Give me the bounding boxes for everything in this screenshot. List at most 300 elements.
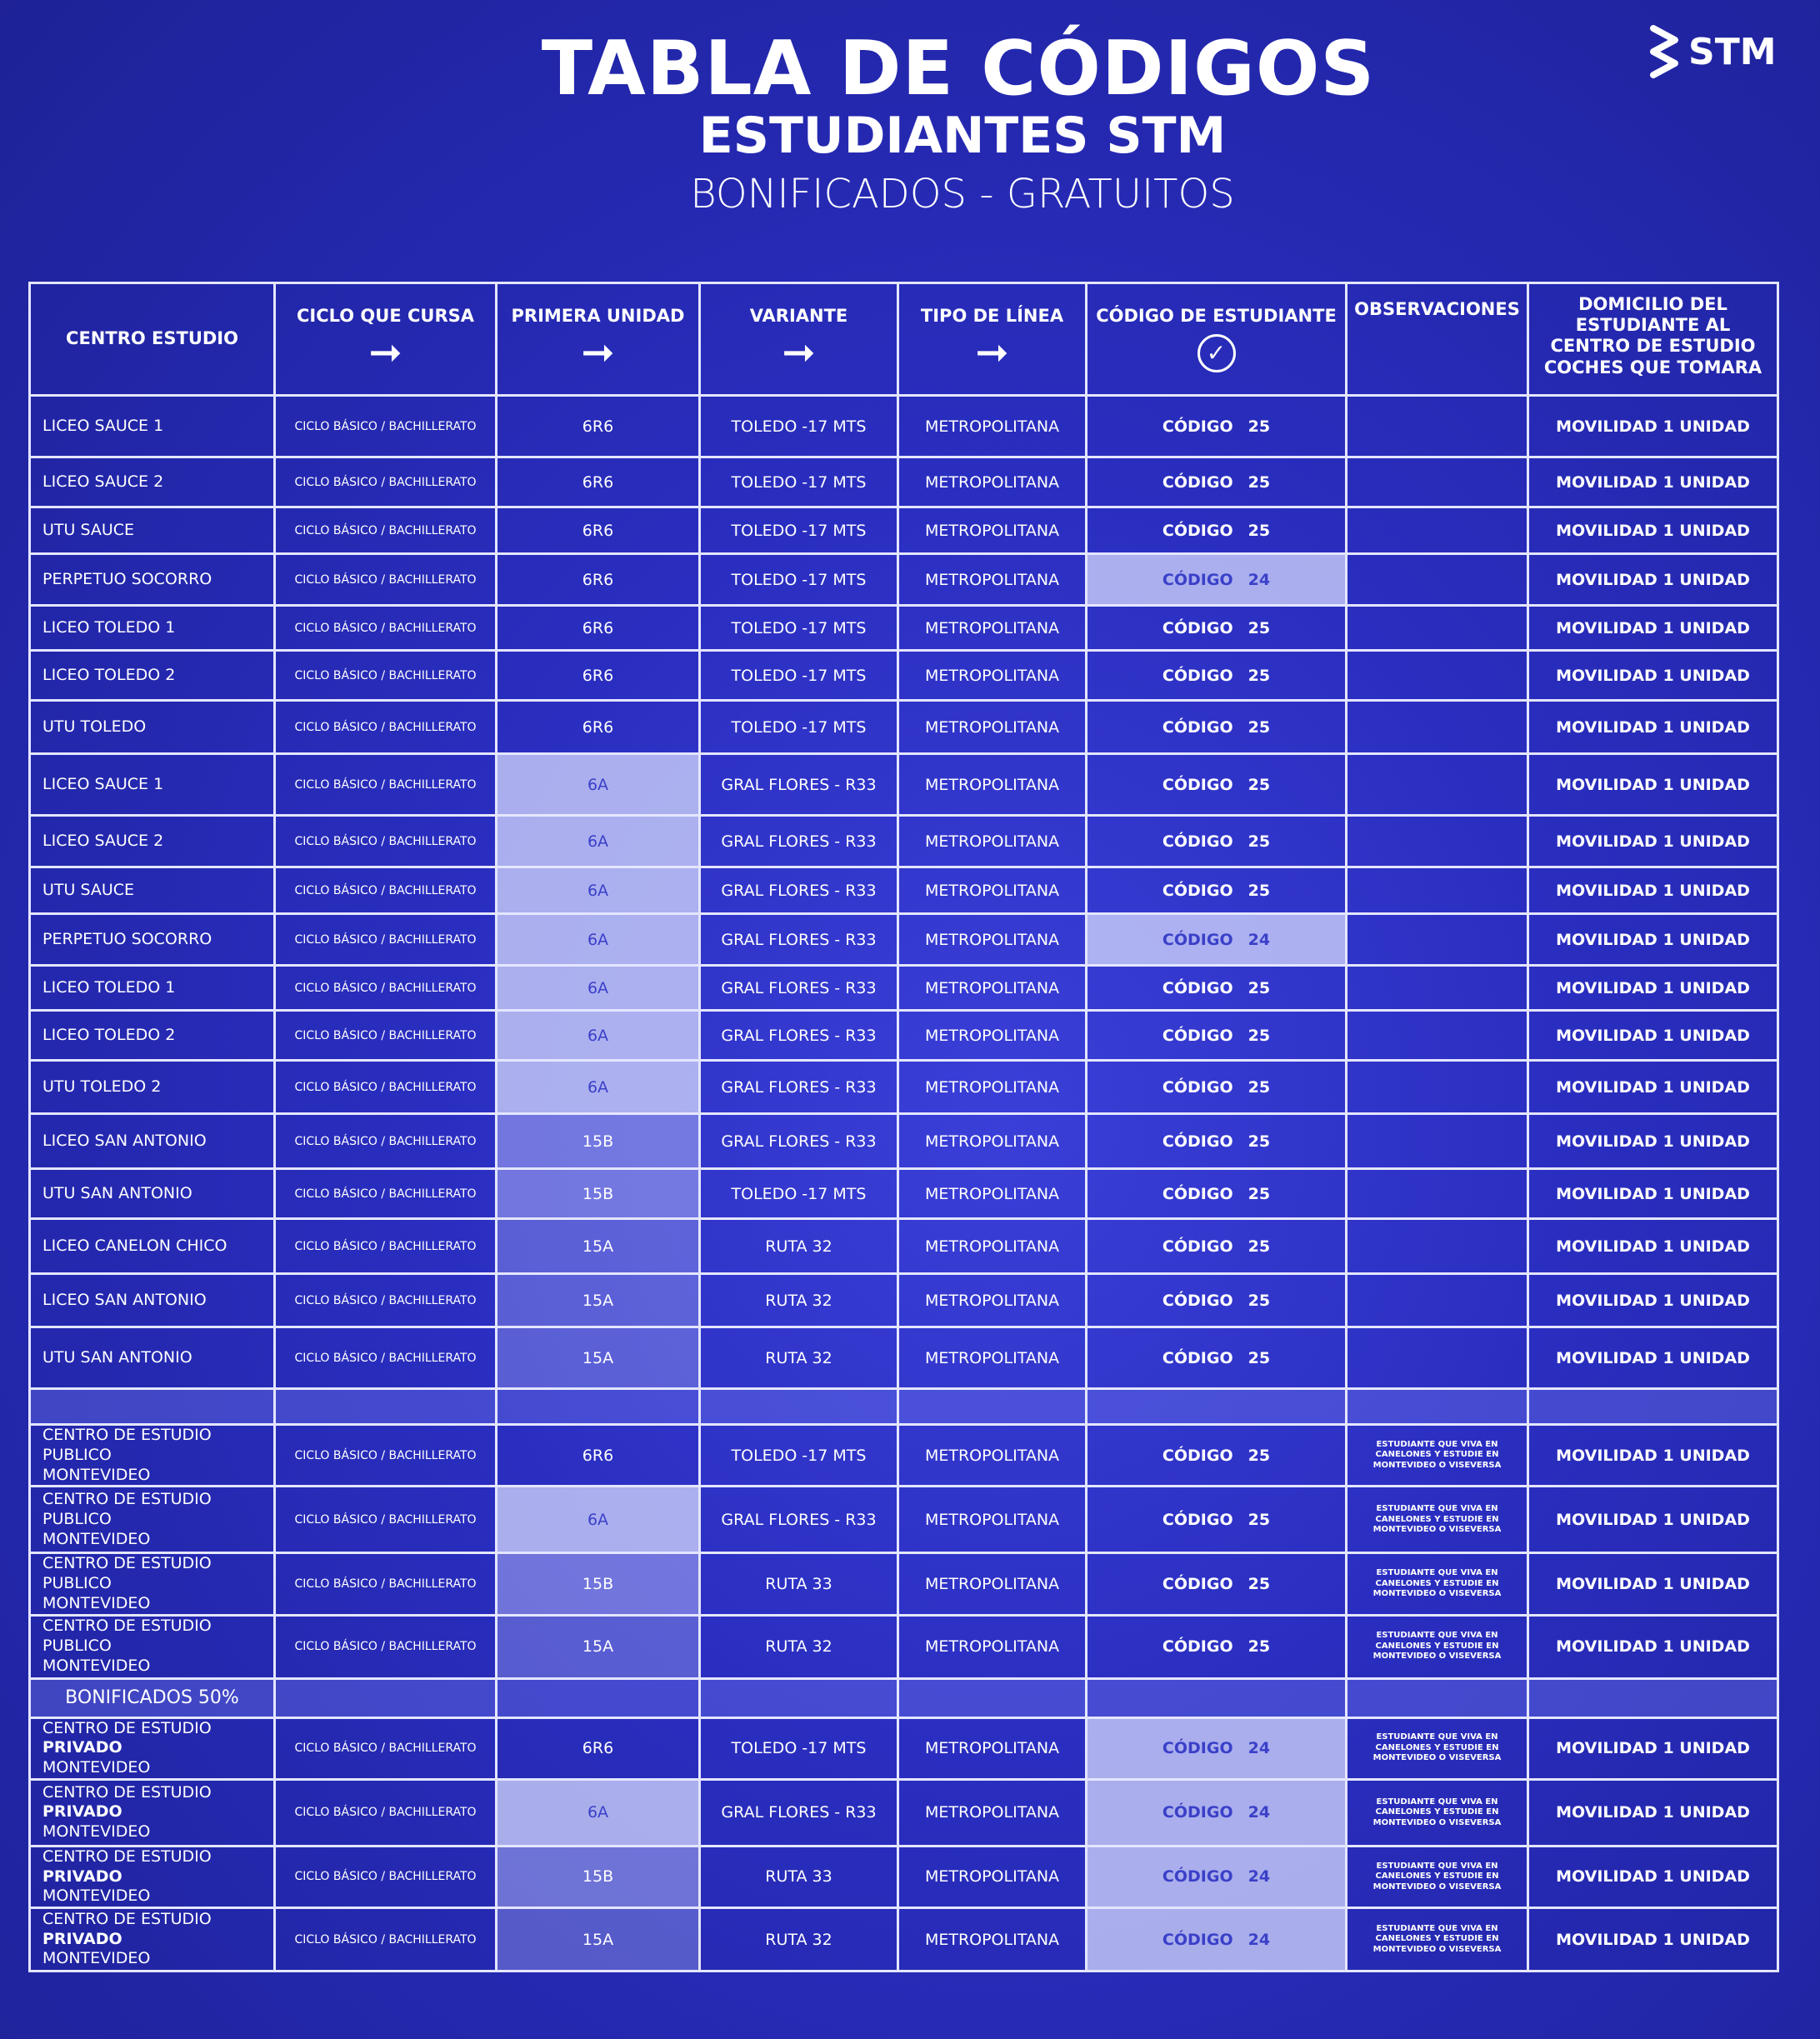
observaciones-cell bbox=[1347, 1169, 1528, 1219]
codigo-cell bbox=[1087, 1061, 1347, 1114]
tipo-linea-cell: METROPOLITANA bbox=[898, 1219, 1087, 1274]
codigo-cell bbox=[1087, 867, 1347, 914]
separator-cell bbox=[1528, 1389, 1778, 1425]
variante-cell: TOLEDO -17 MTS bbox=[700, 554, 898, 606]
centro-type-bold: PRIVADO bbox=[42, 1802, 122, 1822]
tipo-linea-cell: METROPOLITANA bbox=[898, 1169, 1087, 1219]
centro-cell: LICEO TOLEDO 2 bbox=[30, 1011, 275, 1061]
codigo-label: CÓDIGO bbox=[1162, 1803, 1233, 1822]
ciclo-cell: CICLO BÁSICO / BACHILLERATO bbox=[275, 867, 497, 914]
movilidad-cell: MOVILIDAD 1 UNIDAD bbox=[1528, 966, 1778, 1011]
band-cell bbox=[700, 1678, 898, 1717]
centro-cell bbox=[30, 1908, 275, 1972]
codigo-cell bbox=[1087, 1487, 1347, 1553]
centro-cell: LICEO CANELON CHICO bbox=[30, 1219, 275, 1274]
codigo-label: CÓDIGO bbox=[1162, 1739, 1233, 1758]
codigo-label: CÓDIGO bbox=[1162, 1930, 1233, 1949]
table-row bbox=[30, 1274, 1778, 1327]
codigo-cell bbox=[1087, 914, 1347, 966]
table-row bbox=[30, 1327, 1778, 1389]
centro-cell bbox=[30, 1425, 275, 1487]
table-row bbox=[30, 1779, 1778, 1846]
codigo-cell bbox=[1087, 754, 1347, 816]
separator-cell bbox=[700, 1389, 898, 1425]
ciclo-cell: CICLO BÁSICO / BACHILLERATO bbox=[275, 606, 497, 651]
table-row bbox=[30, 1425, 1778, 1487]
page-subtitle-secondary: BONIFICADOS - GRATUITOS bbox=[690, 171, 1235, 217]
centro-type-bold: PRIVADO bbox=[42, 1738, 122, 1757]
codigo-number: 25 bbox=[1248, 1132, 1271, 1151]
variante-cell: TOLEDO -17 MTS bbox=[700, 457, 898, 507]
table-row bbox=[30, 1114, 1778, 1169]
codigo-number: 25 bbox=[1248, 1637, 1271, 1656]
observaciones-cell bbox=[1347, 1061, 1528, 1114]
tipo-linea-cell: METROPOLITANA bbox=[898, 1274, 1087, 1327]
variante-cell: GRAL FLORES - R33 bbox=[700, 1779, 898, 1846]
table-row bbox=[30, 1169, 1778, 1219]
tipo-linea-cell: METROPOLITANA bbox=[898, 867, 1087, 914]
centro-line: CENTRO DE ESTUDIO bbox=[42, 1782, 212, 1802]
tipo-linea-cell: METROPOLITANA bbox=[898, 1487, 1087, 1553]
movilidad-cell: MOVILIDAD 1 UNIDAD bbox=[1528, 1425, 1778, 1487]
unidad-cell: 15A bbox=[497, 1615, 700, 1678]
table-row bbox=[30, 606, 1778, 651]
table-header-row bbox=[30, 283, 1778, 396]
centro-type-bold: PRIVADO bbox=[42, 1867, 122, 1886]
observaciones-cell bbox=[1347, 1011, 1528, 1061]
ciclo-cell: CICLO BÁSICO / BACHILLERATO bbox=[275, 507, 497, 554]
observaciones-cell bbox=[1347, 1327, 1528, 1389]
unidad-cell: 6A bbox=[497, 867, 700, 914]
movilidad-cell: MOVILIDAD 1 UNIDAD bbox=[1528, 554, 1778, 606]
band-cell bbox=[275, 1678, 497, 1717]
table-row bbox=[30, 507, 1778, 554]
centro-line: CENTRO DE ESTUDIO bbox=[42, 1847, 212, 1866]
observaciones-cell: ESTUDIANTE QUE VIVA EN CANELONES Y ESTUDIE EN MONTEVIDEO O VISEVERSA bbox=[1347, 1487, 1528, 1553]
centro-cell: LICEO SAUCE 2 bbox=[30, 816, 275, 867]
unidad-cell: 15B bbox=[497, 1114, 700, 1169]
variante-cell: TOLEDO -17 MTS bbox=[700, 1717, 898, 1779]
centro-line: CENTRO DE ESTUDIO PUBLICO bbox=[42, 1490, 212, 1528]
movilidad-cell: MOVILIDAD 1 UNIDAD bbox=[1528, 1487, 1778, 1553]
ciclo-cell: CICLO BÁSICO / BACHILLERATO bbox=[275, 457, 497, 507]
movilidad-cell: MOVILIDAD 1 UNIDAD bbox=[1528, 651, 1778, 701]
band-cell bbox=[1087, 1678, 1347, 1717]
variante-cell: GRAL FLORES - R33 bbox=[700, 966, 898, 1011]
tipo-linea-cell: METROPOLITANA bbox=[898, 554, 1087, 606]
codigo-cell bbox=[1087, 457, 1347, 507]
unidad-cell: 6A bbox=[497, 1779, 700, 1846]
codigo-number: 25 bbox=[1248, 1510, 1271, 1529]
ciclo-cell: CICLO BÁSICO / BACHILLERATO bbox=[275, 1327, 497, 1389]
variante-cell: TOLEDO -17 MTS bbox=[700, 1425, 898, 1487]
codigo-cell bbox=[1087, 1327, 1347, 1389]
tipo-linea-cell: METROPOLITANA bbox=[898, 966, 1087, 1011]
codigo-number: 25 bbox=[1248, 1026, 1271, 1045]
codigo-number: 25 bbox=[1248, 1446, 1271, 1465]
centro-cell bbox=[30, 1779, 275, 1846]
variante-cell: TOLEDO -17 MTS bbox=[700, 1169, 898, 1219]
observaciones-cell: ESTUDIANTE QUE VIVA EN CANELONES Y ESTUDIE EN MONTEVIDEO O VISEVERSA bbox=[1347, 1553, 1528, 1615]
movilidad-cell: MOVILIDAD 1 UNIDAD bbox=[1528, 1114, 1778, 1169]
observaciones-cell: ESTUDIANTE QUE VIVA EN CANELONES Y ESTUDIE EN MONTEVIDEO O VISEVERSA bbox=[1347, 1717, 1528, 1779]
movilidad-cell: MOVILIDAD 1 UNIDAD bbox=[1528, 1615, 1778, 1678]
ciclo-cell: CICLO BÁSICO / BACHILLERATO bbox=[275, 1908, 497, 1972]
codigo-number: 25 bbox=[1248, 472, 1271, 492]
ciclo-cell: CICLO BÁSICO / BACHILLERATO bbox=[275, 914, 497, 966]
tipo-linea-cell: METROPOLITANA bbox=[898, 396, 1087, 457]
variante-cell: RUTA 32 bbox=[700, 1274, 898, 1327]
tipo-linea-cell: METROPOLITANA bbox=[898, 1061, 1087, 1114]
band-cell bbox=[497, 1678, 700, 1717]
centro-cell bbox=[30, 1487, 275, 1553]
col-header-domicilio: DOMICILIO DEL ESTUDIANTE AL CENTRO DE ESTUDIO COCHES QUE TOMARA bbox=[1528, 283, 1778, 396]
col-header-ciclo: CICLO QUE CURSA ➞ bbox=[275, 283, 497, 396]
centro-cell: UTU SAUCE bbox=[30, 507, 275, 554]
movilidad-cell: MOVILIDAD 1 UNIDAD bbox=[1528, 1327, 1778, 1389]
movilidad-cell: MOVILIDAD 1 UNIDAD bbox=[1528, 1061, 1778, 1114]
unidad-cell: 6A bbox=[497, 1061, 700, 1114]
codigo-label: CÓDIGO bbox=[1162, 930, 1233, 949]
centro-city: MONTEVIDEO bbox=[42, 1822, 151, 1842]
unidad-cell: 6R6 bbox=[497, 651, 700, 701]
codigo-label: CÓDIGO bbox=[1162, 978, 1233, 997]
unidad-cell: 6A bbox=[497, 1011, 700, 1061]
unidad-cell: 15A bbox=[497, 1327, 700, 1389]
unidad-cell: 6A bbox=[497, 754, 700, 816]
codigo-cell bbox=[1087, 1114, 1347, 1169]
arrow-right-icon: ➞ bbox=[368, 328, 402, 376]
unidad-cell: 6A bbox=[497, 1487, 700, 1553]
codigo-number: 24 bbox=[1248, 1930, 1271, 1949]
movilidad-cell: MOVILIDAD 1 UNIDAD bbox=[1528, 507, 1778, 554]
unidad-cell: 6A bbox=[497, 914, 700, 966]
tipo-linea-cell: METROPOLITANA bbox=[898, 1717, 1087, 1779]
page-title: TABLA DE CÓDIGOS bbox=[541, 25, 1376, 112]
variante-cell: GRAL FLORES - R33 bbox=[700, 1114, 898, 1169]
col-header-unidad: PRIMERA UNIDAD ➞ bbox=[497, 283, 700, 396]
movilidad-cell: MOVILIDAD 1 UNIDAD bbox=[1528, 457, 1778, 507]
ciclo-cell: CICLO BÁSICO / BACHILLERATO bbox=[275, 1011, 497, 1061]
unidad-cell: 15A bbox=[497, 1274, 700, 1327]
tipo-linea-cell: METROPOLITANA bbox=[898, 651, 1087, 701]
separator-cell bbox=[1347, 1389, 1528, 1425]
ciclo-cell: CICLO BÁSICO / BACHILLERATO bbox=[275, 1487, 497, 1553]
observaciones-cell: ESTUDIANTE QUE VIVA EN CANELONES Y ESTUDIE EN MONTEVIDEO O VISEVERSA bbox=[1347, 1779, 1528, 1846]
ciclo-cell: CICLO BÁSICO / BACHILLERATO bbox=[275, 701, 497, 754]
centro-line: CENTRO DE ESTUDIO bbox=[42, 1909, 212, 1928]
variante-cell: RUTA 32 bbox=[700, 1615, 898, 1678]
variante-cell: GRAL FLORES - R33 bbox=[700, 867, 898, 914]
movilidad-cell: MOVILIDAD 1 UNIDAD bbox=[1528, 701, 1778, 754]
col-header-variante: VARIANTE ➞ bbox=[700, 283, 898, 396]
movilidad-cell: MOVILIDAD 1 UNIDAD bbox=[1528, 1011, 1778, 1061]
centro-cell: LICEO TOLEDO 2 bbox=[30, 651, 275, 701]
centro-cell: LICEO SAUCE 2 bbox=[30, 457, 275, 507]
codigo-cell bbox=[1087, 554, 1347, 606]
stm-logo-text: STM bbox=[1688, 30, 1777, 73]
observaciones-cell bbox=[1347, 1114, 1528, 1169]
movilidad-cell: MOVILIDAD 1 UNIDAD bbox=[1528, 816, 1778, 867]
codigo-number: 24 bbox=[1248, 570, 1271, 589]
codigo-number: 25 bbox=[1248, 1348, 1271, 1367]
ciclo-cell: CICLO BÁSICO / BACHILLERATO bbox=[275, 396, 497, 457]
table-row bbox=[30, 914, 1778, 966]
centro-city: MONTEVIDEO bbox=[42, 1593, 151, 1612]
observaciones-cell bbox=[1347, 606, 1528, 651]
separator-cell bbox=[1087, 1389, 1347, 1425]
unidad-cell: 6R6 bbox=[497, 701, 700, 754]
codigo-number: 25 bbox=[1248, 978, 1271, 997]
ciclo-cell: CICLO BÁSICO / BACHILLERATO bbox=[275, 651, 497, 701]
codigo-number: 25 bbox=[1248, 521, 1271, 540]
movilidad-cell: MOVILIDAD 1 UNIDAD bbox=[1528, 867, 1778, 914]
unidad-cell: 6R6 bbox=[497, 507, 700, 554]
movilidad-cell: MOVILIDAD 1 UNIDAD bbox=[1528, 914, 1778, 966]
codigo-number: 25 bbox=[1248, 1237, 1271, 1256]
centro-type-bold: PRIVADO bbox=[42, 1929, 122, 1948]
centro-line: CENTRO DE ESTUDIO PUBLICO bbox=[42, 1426, 212, 1464]
observaciones-cell: ESTUDIANTE QUE VIVA EN CANELONES Y ESTUDIE EN MONTEVIDEO O VISEVERSA bbox=[1347, 1846, 1528, 1907]
codigo-cell bbox=[1087, 1011, 1347, 1061]
observaciones-cell bbox=[1347, 966, 1528, 1011]
variante-cell: RUTA 32 bbox=[700, 1908, 898, 1972]
codigo-cell bbox=[1087, 1779, 1347, 1846]
table-row bbox=[30, 1487, 1778, 1553]
centro-cell bbox=[30, 1553, 275, 1615]
table-row bbox=[30, 867, 1778, 914]
table-row bbox=[30, 1615, 1778, 1678]
observaciones-cell bbox=[1347, 1219, 1528, 1274]
col-header-obs: OBSERVACIONES bbox=[1347, 283, 1528, 396]
observaciones-cell bbox=[1347, 1274, 1528, 1327]
ciclo-cell: CICLO BÁSICO / BACHILLERATO bbox=[275, 554, 497, 606]
tipo-linea-cell: METROPOLITANA bbox=[898, 914, 1087, 966]
centro-cell: PERPETUO SOCORRO bbox=[30, 554, 275, 606]
observaciones-cell: ESTUDIANTE QUE VIVA EN CANELONES Y ESTUDIE EN MONTEVIDEO O VISEVERSA bbox=[1347, 1425, 1528, 1487]
variante-cell: TOLEDO -17 MTS bbox=[700, 396, 898, 457]
unidad-cell: 15B bbox=[497, 1553, 700, 1615]
centro-cell: LICEO TOLEDO 1 bbox=[30, 966, 275, 1011]
band-cell bbox=[898, 1678, 1087, 1717]
centro-cell bbox=[30, 1846, 275, 1907]
band-cell bbox=[1347, 1678, 1528, 1717]
centro-city: MONTEVIDEO bbox=[42, 1656, 151, 1675]
band-cell bbox=[1528, 1678, 1778, 1717]
variante-cell: TOLEDO -17 MTS bbox=[700, 606, 898, 651]
codigo-cell bbox=[1087, 1274, 1347, 1327]
unidad-cell: 6A bbox=[497, 966, 700, 1011]
observaciones-cell bbox=[1347, 554, 1528, 606]
separator-cell bbox=[30, 1389, 275, 1425]
ciclo-cell: CICLO BÁSICO / BACHILLERATO bbox=[275, 1553, 497, 1615]
check-circle-icon: ✓ bbox=[1198, 334, 1236, 372]
codigo-label: CÓDIGO bbox=[1162, 417, 1233, 436]
codigo-cell bbox=[1087, 1717, 1347, 1779]
ciclo-cell: CICLO BÁSICO / BACHILLERATO bbox=[275, 1717, 497, 1779]
observaciones-cell bbox=[1347, 914, 1528, 966]
codigo-label: CÓDIGO bbox=[1162, 1237, 1233, 1256]
codigo-label: CÓDIGO bbox=[1162, 1291, 1233, 1310]
page-header bbox=[0, 0, 1820, 275]
variante-cell: RUTA 32 bbox=[700, 1327, 898, 1389]
ciclo-cell: CICLO BÁSICO / BACHILLERATO bbox=[275, 1846, 497, 1907]
codigo-cell bbox=[1087, 1425, 1347, 1487]
unidad-cell: 6R6 bbox=[497, 606, 700, 651]
unidad-cell: 15B bbox=[497, 1846, 700, 1907]
observaciones-cell bbox=[1347, 396, 1528, 457]
unidad-cell: 6R6 bbox=[497, 1425, 700, 1487]
ciclo-cell: CICLO BÁSICO / BACHILLERATO bbox=[275, 1169, 497, 1219]
variante-cell: GRAL FLORES - R33 bbox=[700, 816, 898, 867]
tipo-linea-cell: METROPOLITANA bbox=[898, 606, 1087, 651]
table-row bbox=[30, 1908, 1778, 1972]
codigo-label: CÓDIGO bbox=[1162, 1867, 1233, 1887]
tipo-linea-cell: METROPOLITANA bbox=[898, 1425, 1087, 1487]
table-row bbox=[30, 816, 1778, 867]
variante-cell: GRAL FLORES - R33 bbox=[700, 1487, 898, 1553]
centro-cell: UTU SAN ANTONIO bbox=[30, 1169, 275, 1219]
codigo-number: 24 bbox=[1248, 1803, 1271, 1822]
table-row bbox=[30, 554, 1778, 606]
separator-cell bbox=[898, 1389, 1087, 1425]
centro-cell: LICEO SAUCE 1 bbox=[30, 396, 275, 457]
codigo-cell bbox=[1087, 816, 1347, 867]
codigo-label: CÓDIGO bbox=[1162, 881, 1233, 900]
ciclo-cell: CICLO BÁSICO / BACHILLERATO bbox=[275, 816, 497, 867]
ciclo-cell: CICLO BÁSICO / BACHILLERATO bbox=[275, 1779, 497, 1846]
ciclo-cell: CICLO BÁSICO / BACHILLERATO bbox=[275, 1061, 497, 1114]
variante-cell: GRAL FLORES - R33 bbox=[700, 1061, 898, 1114]
table-row bbox=[30, 1061, 1778, 1114]
codigo-label: CÓDIGO bbox=[1162, 1348, 1233, 1367]
movilidad-cell: MOVILIDAD 1 UNIDAD bbox=[1528, 1274, 1778, 1327]
observaciones-cell bbox=[1347, 816, 1528, 867]
bonificados-row bbox=[30, 1678, 1778, 1717]
observaciones-cell bbox=[1347, 507, 1528, 554]
col-header-codigo: CÓDIGO DE ESTUDIANTE ✓ bbox=[1087, 283, 1347, 396]
centro-cell: LICEO SAN ANTONIO bbox=[30, 1114, 275, 1169]
codigo-label: CÓDIGO bbox=[1162, 570, 1233, 589]
table-row bbox=[30, 1846, 1778, 1907]
codigo-label: CÓDIGO bbox=[1162, 1184, 1233, 1203]
movilidad-cell: MOVILIDAD 1 UNIDAD bbox=[1528, 1779, 1778, 1846]
codigo-cell bbox=[1087, 507, 1347, 554]
movilidad-cell: MOVILIDAD 1 UNIDAD bbox=[1528, 606, 1778, 651]
table-row bbox=[30, 1011, 1778, 1061]
unidad-cell: 6R6 bbox=[497, 554, 700, 606]
variante-cell: TOLEDO -17 MTS bbox=[700, 651, 898, 701]
separator-row bbox=[30, 1389, 1778, 1425]
observaciones-cell bbox=[1347, 701, 1528, 754]
tipo-linea-cell: METROPOLITANA bbox=[898, 1779, 1087, 1846]
codigo-number: 25 bbox=[1248, 881, 1271, 900]
observaciones-cell bbox=[1347, 867, 1528, 914]
movilidad-cell: MOVILIDAD 1 UNIDAD bbox=[1528, 1717, 1778, 1779]
table-row bbox=[30, 651, 1778, 701]
tipo-linea-cell: METROPOLITANA bbox=[898, 701, 1087, 754]
movilidad-cell: MOVILIDAD 1 UNIDAD bbox=[1528, 396, 1778, 457]
codigo-number: 25 bbox=[1248, 666, 1271, 685]
variante-cell: TOLEDO -17 MTS bbox=[700, 507, 898, 554]
centro-city: MONTEVIDEO bbox=[42, 1887, 151, 1906]
variante-cell: TOLEDO -17 MTS bbox=[700, 701, 898, 754]
observaciones-cell bbox=[1347, 651, 1528, 701]
centro-cell bbox=[30, 1717, 275, 1779]
codes-table bbox=[28, 282, 1779, 1972]
codigo-label: CÓDIGO bbox=[1162, 1510, 1233, 1529]
observaciones-cell: ESTUDIANTE QUE VIVA EN CANELONES Y ESTUDIE EN MONTEVIDEO O VISEVERSA bbox=[1347, 1615, 1528, 1678]
codigo-label: CÓDIGO bbox=[1162, 1132, 1233, 1151]
unidad-cell: 6R6 bbox=[497, 396, 700, 457]
centro-cell: UTU SAN ANTONIO bbox=[30, 1327, 275, 1389]
centro-cell bbox=[30, 1615, 275, 1678]
variante-cell: GRAL FLORES - R33 bbox=[700, 754, 898, 816]
arrow-right-icon: ➞ bbox=[782, 328, 816, 376]
centro-line: CENTRO DE ESTUDIO PUBLICO bbox=[42, 1554, 212, 1592]
unidad-cell: 6A bbox=[497, 816, 700, 867]
codigo-cell bbox=[1087, 701, 1347, 754]
codigo-label: CÓDIGO bbox=[1162, 618, 1233, 637]
codigo-label: CÓDIGO bbox=[1162, 1446, 1233, 1465]
codigo-label: CÓDIGO bbox=[1162, 832, 1233, 851]
col-header-tipo: TIPO DE LÍNEA ➞ bbox=[898, 283, 1087, 396]
stm-logo-icon bbox=[1650, 25, 1680, 78]
unidad-cell: 6R6 bbox=[497, 457, 700, 507]
movilidad-cell: MOVILIDAD 1 UNIDAD bbox=[1528, 1169, 1778, 1219]
codigo-number: 25 bbox=[1248, 1184, 1271, 1203]
codigo-cell bbox=[1087, 1553, 1347, 1615]
unidad-cell: 6R6 bbox=[497, 1717, 700, 1779]
movilidad-cell: MOVILIDAD 1 UNIDAD bbox=[1528, 1908, 1778, 1972]
codigo-label: CÓDIGO bbox=[1162, 1077, 1233, 1097]
tipo-linea-cell: METROPOLITANA bbox=[898, 816, 1087, 867]
codigo-number: 25 bbox=[1248, 775, 1271, 794]
tipo-linea-cell: METROPOLITANA bbox=[898, 1615, 1087, 1678]
tipo-linea-cell: METROPOLITANA bbox=[898, 1846, 1087, 1907]
ciclo-cell: CICLO BÁSICO / BACHILLERATO bbox=[275, 1615, 497, 1678]
movilidad-cell: MOVILIDAD 1 UNIDAD bbox=[1528, 1219, 1778, 1274]
observaciones-cell bbox=[1347, 457, 1528, 507]
observaciones-cell: ESTUDIANTE QUE VIVA EN CANELONES Y ESTUDIE EN MONTEVIDEO O VISEVERSA bbox=[1347, 1908, 1528, 1972]
variante-cell: RUTA 32 bbox=[700, 1219, 898, 1274]
centro-line: CENTRO DE ESTUDIO bbox=[42, 1718, 212, 1737]
codigo-number: 25 bbox=[1248, 832, 1271, 851]
ciclo-cell: CICLO BÁSICO / BACHILLERATO bbox=[275, 754, 497, 816]
col-header-centro: CENTRO ESTUDIO bbox=[30, 283, 275, 396]
centro-cell: UTU TOLEDO 2 bbox=[30, 1061, 275, 1114]
tipo-linea-cell: METROPOLITANA bbox=[898, 457, 1087, 507]
codigo-number: 25 bbox=[1248, 717, 1271, 737]
codigo-number: 24 bbox=[1248, 1739, 1271, 1758]
tipo-linea-cell: METROPOLITANA bbox=[898, 1011, 1087, 1061]
variante-cell: GRAL FLORES - R33 bbox=[700, 914, 898, 966]
table-row bbox=[30, 1717, 1778, 1779]
codigo-cell bbox=[1087, 651, 1347, 701]
variante-cell: RUTA 33 bbox=[700, 1553, 898, 1615]
separator-cell bbox=[497, 1389, 700, 1425]
centro-city: MONTEVIDEO bbox=[42, 1529, 151, 1548]
movilidad-cell: MOVILIDAD 1 UNIDAD bbox=[1528, 754, 1778, 816]
codigo-label: CÓDIGO bbox=[1162, 717, 1233, 737]
codigo-cell bbox=[1087, 1169, 1347, 1219]
centro-cell: UTU TOLEDO bbox=[30, 701, 275, 754]
unidad-cell: 15B bbox=[497, 1169, 700, 1219]
codigo-number: 24 bbox=[1248, 1867, 1271, 1887]
centro-line: CENTRO DE ESTUDIO PUBLICO bbox=[42, 1617, 212, 1656]
table-row bbox=[30, 754, 1778, 816]
table-row bbox=[30, 701, 1778, 754]
